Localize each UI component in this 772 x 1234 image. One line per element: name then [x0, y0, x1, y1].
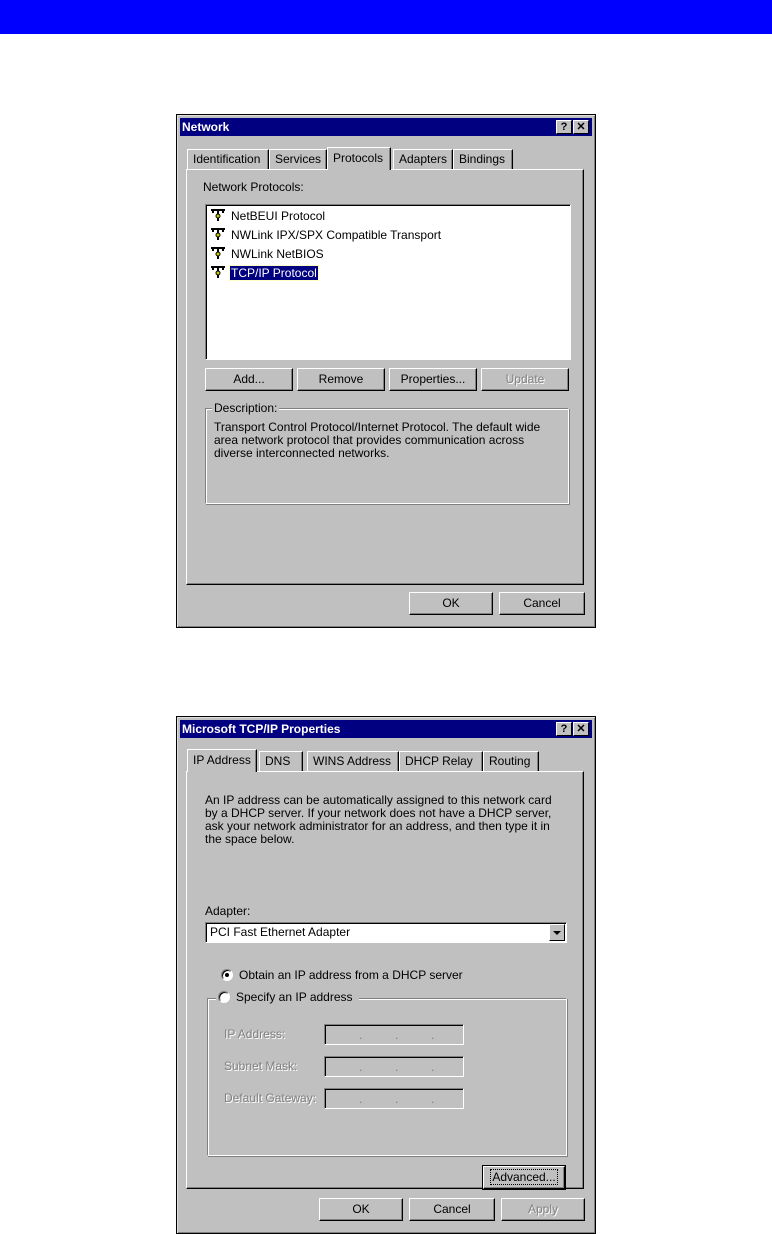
default-gateway-label: Default Gateway:: [224, 1091, 317, 1105]
protocol-item-netbeui[interactable]: NetBEUI Protocol: [210, 207, 326, 225]
protocol-icon: [210, 265, 228, 279]
tab-ip-address[interactable]: IP Address: [187, 749, 257, 772]
ok-button[interactable]: OK: [319, 1198, 403, 1221]
properties-button[interactable]: Properties...: [389, 368, 477, 391]
add-button[interactable]: Add...: [205, 368, 293, 391]
protocols-listbox[interactable]: [205, 204, 571, 360]
protocol-icon: [210, 246, 228, 260]
cancel-button[interactable]: Cancel: [499, 592, 585, 615]
network-titlebar[interactable]: [180, 118, 592, 136]
tab-dhcp-relay[interactable]: DHCP Relay: [399, 751, 483, 771]
protocol-icon: [210, 227, 228, 241]
tab-routing[interactable]: Routing: [483, 751, 539, 771]
protocol-item-nwlink-netbios[interactable]: NWLink NetBIOS: [210, 245, 325, 263]
default-gateway-field[interactable]: . . .: [324, 1088, 464, 1109]
adapter-value: PCI Fast Ethernet Adapter: [210, 925, 351, 939]
network-tabs: [187, 147, 587, 169]
specify-ip-label[interactable]: Specify an IP address: [236, 990, 353, 1004]
close-button[interactable]: ✕: [573, 120, 589, 134]
update-button[interactable]: Update: [481, 368, 569, 391]
specify-ip-radio[interactable]: [218, 991, 230, 1003]
help-button[interactable]: ?: [556, 722, 572, 736]
ip-address-label: IP Address:: [224, 1027, 286, 1041]
network-title: Network: [182, 120, 230, 134]
tcpip-titlebar[interactable]: [180, 720, 592, 738]
tab-dns[interactable]: DNS: [259, 751, 303, 771]
tab-protocols[interactable]: Protocols: [327, 147, 391, 170]
close-button[interactable]: ✕: [573, 722, 589, 736]
advanced-button[interactable]: Advanced...: [483, 1166, 565, 1189]
description-group: [205, 401, 569, 504]
tab-adapters[interactable]: Adapters: [393, 149, 453, 169]
tab-identification[interactable]: Identification: [187, 149, 269, 169]
tcpip-title: Microsoft TCP/IP Properties: [182, 722, 341, 736]
network-dialog: [176, 114, 596, 628]
apply-button[interactable]: Apply: [501, 1198, 585, 1221]
tab-wins-address[interactable]: WINS Address: [307, 751, 399, 771]
description-label: Description:: [214, 401, 278, 415]
help-button[interactable]: ?: [556, 120, 572, 134]
ip-address-field[interactable]: . . .: [324, 1024, 464, 1045]
protocols-panel: [186, 169, 584, 585]
network-protocols-label: Network Protocols:: [203, 180, 304, 194]
remove-button[interactable]: Remove: [297, 368, 385, 391]
adapter-select[interactable]: [205, 922, 567, 943]
ok-button[interactable]: OK: [409, 592, 493, 615]
adapter-label: Adapter:: [205, 904, 251, 918]
tcpip-properties-dialog: [176, 716, 596, 1234]
specify-ip-group: [207, 990, 567, 1156]
protocol-icon: [210, 208, 228, 222]
subnet-mask-field[interactable]: . . .: [324, 1056, 464, 1077]
intro-text: An IP address can be automatically assigned to this network card by a DHCP server. If your network does not have a DHCP server, ask your network administrator for an address, and then type it in the space below.: [205, 793, 552, 846]
tcpip-tabs: [187, 749, 587, 771]
protocol-item-nwlink-ipx[interactable]: NWLink IPX/SPX Compatible Transport: [210, 226, 442, 244]
chevron-down-icon[interactable]: [549, 924, 565, 941]
obtain-ip-radio[interactable]: [221, 969, 233, 981]
description-text: Transport Control Protocol/Internet Protocol. The default wide area network protocol that provides communication across diverse interconnected networks.: [214, 420, 541, 460]
protocol-item-tcpip[interactable]: TCP/IP Protocol: [210, 264, 318, 282]
page-header-bar: [0, 0, 772, 34]
tab-services[interactable]: Services: [269, 149, 327, 169]
obtain-ip-label[interactable]: Obtain an IP address from a DHCP server: [239, 968, 463, 982]
specify-ip-legend: [216, 990, 359, 1004]
ip-address-panel: [186, 771, 584, 1189]
tab-bindings[interactable]: Bindings: [453, 149, 513, 169]
subnet-mask-label: Subnet Mask:: [224, 1059, 298, 1073]
cancel-button[interactable]: Cancel: [409, 1198, 495, 1221]
